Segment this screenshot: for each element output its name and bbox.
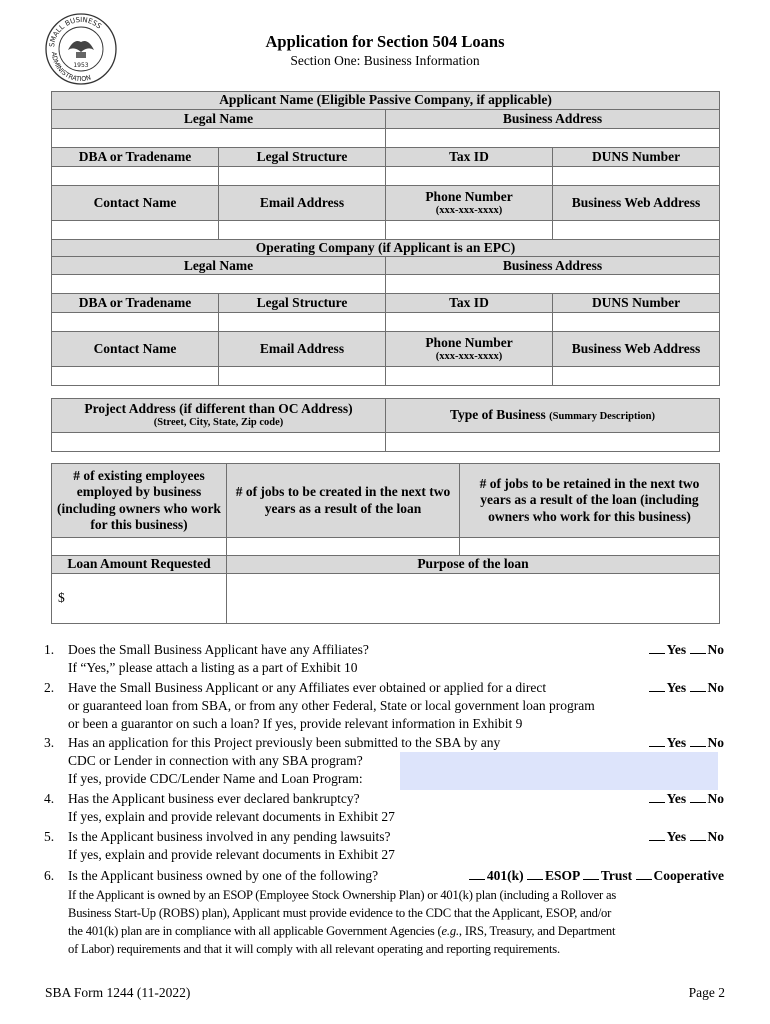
page-number: Page 2 xyxy=(688,985,725,1000)
operating-business-address-label: Business Address xyxy=(386,257,720,275)
business-info-table xyxy=(51,91,720,386)
question-2: 2. Have the Small Business Applicant or any Affiliates ever obtained or applied for a direct or guaranteed loan from SBA, or from any other Federal, State or local government loan program or been a guarantor on such a loan? If yes, provide relevant information in Exhibit 9 Yes No xyxy=(44,680,724,731)
loan-amount-label: Loan Amount Requested xyxy=(52,556,227,574)
page-header xyxy=(0,32,770,69)
applicant-legal-name-field[interactable] xyxy=(52,129,386,148)
type-of-business-label: Type of Business (Summary Description) xyxy=(386,399,720,433)
existing-employees-label: # of existing employees employed by business (including owners who work for this business) xyxy=(52,464,227,538)
svg-text:1953: 1953 xyxy=(73,62,89,69)
applicant-duns-field[interactable] xyxy=(553,167,720,186)
q4-no-checkbox[interactable] xyxy=(690,790,706,803)
operating-business-address-field[interactable] xyxy=(386,275,720,294)
form-number: SBA Form 1244 (11-2022) xyxy=(45,985,191,1000)
q6-401k-checkbox[interactable] xyxy=(469,867,485,880)
applicant-dba-field[interactable] xyxy=(52,167,219,186)
applicant-web-label: Business Web Address xyxy=(553,186,720,221)
operating-web-label: Business Web Address xyxy=(553,332,720,367)
page-subtitle: Section One: Business Information xyxy=(290,53,480,68)
q3-yes-checkbox[interactable] xyxy=(649,734,665,747)
operating-legal-name-label: Legal Name xyxy=(52,257,386,275)
operating-contact-name-label: Contact Name xyxy=(52,332,219,367)
question-6: 6. Is the Applicant business owned by one of the following? 401(k) ESOP Trust Cooperative xyxy=(44,868,724,883)
applicant-contact-name-field[interactable] xyxy=(52,221,219,240)
operating-duns-label: DUNS Number xyxy=(553,294,720,313)
applicant-heading: Applicant Name (Eligible Passive Company, if applicable) xyxy=(52,92,720,110)
applicant-tax-id-field[interactable] xyxy=(386,167,553,186)
loan-amount-field[interactable] xyxy=(52,574,227,624)
page-title: Application for Section 504 Loans xyxy=(265,32,505,51)
applicant-legal-structure-field[interactable] xyxy=(219,167,386,186)
currency-symbol: $ xyxy=(58,590,65,606)
type-of-business-field[interactable] xyxy=(386,433,720,452)
q2-yes-checkbox[interactable] xyxy=(649,679,665,692)
q6-trust-checkbox[interactable] xyxy=(583,867,599,880)
project-table xyxy=(51,398,720,452)
operating-tax-id-field[interactable] xyxy=(386,313,553,332)
q2-no-checkbox[interactable] xyxy=(690,679,706,692)
applicant-phone-field[interactable] xyxy=(386,221,553,240)
project-address-label: Project Address (if different than OC Address) (Street, City, State, Zip code) xyxy=(52,399,386,433)
operating-legal-name-field[interactable] xyxy=(52,275,386,294)
applicant-email-label: Email Address xyxy=(219,186,386,221)
applicant-tax-id-label: Tax ID xyxy=(386,148,553,167)
q4-yes-checkbox[interactable] xyxy=(649,790,665,803)
jobs-loan-table xyxy=(51,463,720,624)
operating-dba-label: DBA or Tradename xyxy=(52,294,219,313)
operating-legal-structure-label: Legal Structure xyxy=(219,294,386,313)
q3-no-checkbox[interactable] xyxy=(690,734,706,747)
q6-esop-checkbox[interactable] xyxy=(527,867,543,880)
operating-tax-id-label: Tax ID xyxy=(386,294,553,313)
applicant-email-field[interactable] xyxy=(219,221,386,240)
operating-phone-field[interactable] xyxy=(386,367,553,386)
question-4: 4. Has the Applicant business ever declared bankruptcy? If yes, explain and provide relevant documents in Exhibit 27 Yes No xyxy=(44,791,724,824)
existing-employees-field[interactable] xyxy=(52,538,227,556)
loan-purpose-field[interactable] xyxy=(227,574,720,624)
applicant-business-address-label: Business Address xyxy=(386,110,720,129)
applicant-contact-name-label: Contact Name xyxy=(52,186,219,221)
jobs-created-field[interactable] xyxy=(227,538,460,556)
operating-heading: Operating Company (if Applicant is an EPC) xyxy=(52,240,720,257)
q6-cooperative-checkbox[interactable] xyxy=(636,867,652,880)
q5-yes-checkbox[interactable] xyxy=(649,828,665,841)
applicant-dba-label: DBA or Tradename xyxy=(52,148,219,167)
jobs-retained-field[interactable] xyxy=(460,538,720,556)
operating-legal-structure-field[interactable] xyxy=(219,313,386,332)
operating-duns-field[interactable] xyxy=(553,313,720,332)
operating-phone-label: Phone Number (xxx-xxx-xxxx) xyxy=(386,332,553,367)
svg-text:SMALL BUSINESS: SMALL BUSINESS xyxy=(48,15,103,48)
question-1: 1. Does the Small Business Applicant have any Affiliates? If “Yes,” please attach a listing as a part of Exhibit 10 Yes No xyxy=(44,642,724,675)
q5-no-checkbox[interactable] xyxy=(690,828,706,841)
question-5: 5. Is the Applicant business involved in any pending lawsuits? If yes, explain and provide relevant documents in Exhibit 27 Yes No xyxy=(44,829,724,862)
applicant-duns-label: DUNS Number xyxy=(553,148,720,167)
loan-purpose-label: Purpose of the loan xyxy=(227,556,720,574)
question-3: 3. Has an application for this Project previously been submitted to the SBA by any CDC or Lender in connection with any SBA program? If yes, provide CDC/Lender Name and Loan Program: Yes No xyxy=(44,735,724,786)
project-address-field[interactable] xyxy=(52,433,386,452)
q1-no-checkbox[interactable] xyxy=(690,641,706,654)
applicant-legal-structure-label: Legal Structure xyxy=(219,148,386,167)
operating-dba-field[interactable] xyxy=(52,313,219,332)
question-6-details: If the Applicant is owned by an ESOP (Employee Stock Ownership Plan) or 401(k) plan (including a Rollover as Business Start-Up (ROBS) plan), Applicant must provide evidence to the CDC that the Applicant, ESOP, and/or the 401(k) plan are in compliance with all applicable Government Agencies (e.g., IRS, Treasury, and Department of Labor) requirements and that it will comply with all relevant operating and reporting requirements. xyxy=(68,888,617,956)
applicant-legal-name-label: Legal Name xyxy=(52,110,386,129)
operating-web-field[interactable] xyxy=(553,367,720,386)
applicant-business-address-field[interactable] xyxy=(386,129,720,148)
applicant-phone-label: Phone Number (xxx-xxx-xxxx) xyxy=(386,186,553,221)
operating-email-field[interactable] xyxy=(219,367,386,386)
jobs-retained-label: # of jobs to be retained in the next two years as a result of the loan (including owners who work for this business) xyxy=(460,464,720,538)
applicant-web-field[interactable] xyxy=(553,221,720,240)
operating-email-label: Email Address xyxy=(219,332,386,367)
jobs-created-label: # of jobs to be created in the next two years as a result of the loan xyxy=(227,464,460,538)
svg-text:ADMINISTRATION: ADMINISTRATION xyxy=(49,51,92,84)
q1-yes-checkbox[interactable] xyxy=(649,641,665,654)
operating-contact-name-field[interactable] xyxy=(52,367,219,386)
